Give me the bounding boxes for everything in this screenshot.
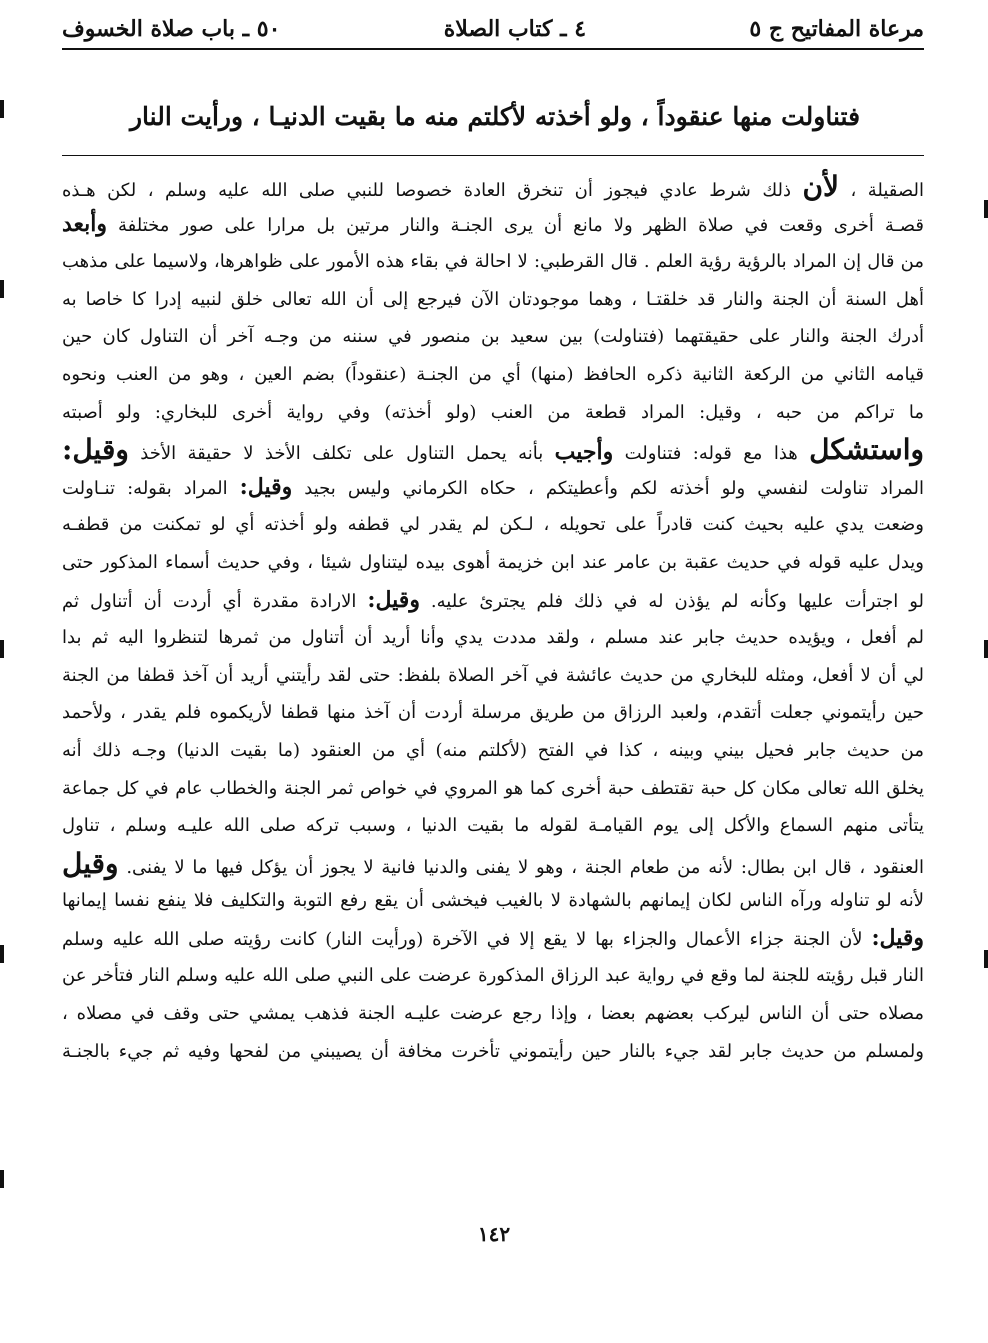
commentary-text: المراد بقوله: تنـاولت — [62, 477, 240, 499]
binder-mark — [984, 950, 988, 968]
commentary-text: ولمسلم من حديث جابر لقد جيء بالنار حين رأيتموني تأخرت مخافة أن يصيبني من لفحها وفيه ثم جيء بالجنـة — [62, 1040, 924, 1062]
commentary-line — [62, 845, 924, 883]
header-book-title: ٤ ـ كتاب الصلاة — [443, 16, 587, 42]
commentary-text: لم أفعل ، ويؤيده حديث جابر عند مسلم ، ولقد مددت يدي وأنا أريد أن أتناول من ثمرها لتنظروا اليه ثم بدا — [62, 627, 924, 649]
commentary-text: من قال إن المراد بالرؤية رؤية العلم . قال القرطبي: لا احالة في بقاء هذه الأمور على ظواهرها، ولاسيما على مذهب — [62, 251, 924, 273]
commentary-text: النار قبل رؤيته للجنة لما وقع في رواية عبد الرزاق المذكورة عرضت على النبي صلى الله عليه وسلم النار فتأخر عن — [62, 965, 924, 987]
commentary-text: لي أن لا أفعل، ومثله للبخاري من حديث عائشة في آخر الصلاة بلفظ: حتى لقد رأيتني أريد أن آخذ قطفا من الجنة — [62, 664, 924, 686]
commentary-text: يتأتى منهم السماع والأكل إلى يوم القيامـة لقوله ما بقيت الدنيا ، وسبب تركه صلى الله عليـه وسلم ، تناول — [62, 815, 924, 837]
commentary-body — [62, 168, 924, 1070]
commentary-line — [62, 394, 924, 432]
commentary-keyword: وقيل — [62, 846, 119, 880]
binder-mark — [0, 640, 4, 658]
commentary-text: هذا مع قوله: فتناولت — [613, 443, 810, 465]
commentary-text: أهل السنة أن الجنة والنار قد خلقتـا ، وهما موجودتان الآن فيرجع إلى أن الله تعالى خلق لنبيه إدرا كا خاصا به — [62, 288, 924, 310]
commentary-text: ما تراكم من حبه ، وقيل: المراد قطعة من العنب (ولو أخذته) وفي رواية أخرى للبخاري: ولو أصبته — [62, 401, 924, 423]
commentary-line — [62, 469, 924, 507]
commentary-keyword: وأجيب — [554, 439, 614, 466]
binder-mark — [984, 640, 988, 658]
page-number: ١٤٢ — [477, 1222, 511, 1246]
commentary-text: الصقيلة ، — [839, 180, 924, 201]
commentary-line — [62, 882, 924, 920]
binder-mark — [0, 945, 4, 963]
commentary-line — [62, 619, 924, 657]
commentary-line — [62, 318, 924, 356]
header-chapter-title: ٥٠ ـ باب صلاة الخسوف — [62, 16, 281, 42]
commentary-line — [62, 206, 924, 244]
commentary-text: حين رأيتموني جعلت أتقدم، ولعبد الرزاق من طريق مرسلة أردت أن آخذ منها قطفا لأريكموه فلم يقدر ، ولأحمد — [62, 702, 924, 724]
commentary-line — [62, 732, 924, 770]
commentary-keyword: وقيل: — [871, 924, 924, 951]
commentary-line — [62, 995, 924, 1033]
commentary-line — [62, 957, 924, 995]
commentary-line — [62, 920, 924, 958]
commentary-text: أدرك الجنة والنار على حقيقتهما (فتناولت) بين سعيد بن منصور في سننه من وجـه آخر أن التناول كان حين — [62, 326, 924, 348]
commentary-text: لأن الجنة جزاء الأعمال والجزاء بها لا يقع إلا في الآخرة (ورأيت النار) كانت رؤيته صلى الله عليه وسلم — [62, 928, 872, 950]
commentary-text: الارادة مقدرة أي أردت أن أتناول ثم — [62, 590, 368, 612]
commentary-text: ذلك شرط عادي فيجوز أن تنخرق العادة خصوصا للنبي صلى الله عليه وسلم ، لكن هـذه — [62, 180, 803, 201]
commentary-line — [62, 657, 924, 695]
commentary-line — [62, 770, 924, 808]
commentary-line — [62, 356, 924, 394]
commentary-text: لو اجترأت عليها وكأنه لم يؤذن له في ذلك فلم يجترئ عليه. — [419, 590, 924, 612]
commentary-line — [62, 168, 924, 206]
header-divider — [62, 48, 924, 50]
commentary-keyword: وقيل: — [62, 433, 129, 467]
commentary-line — [62, 243, 924, 281]
header-volume-title: مرعاة المفاتيح ج ٥ — [749, 16, 924, 42]
commentary-keyword: وقيل: — [367, 586, 420, 613]
commentary-text: وضعت يدي عليه بحيث كنت قادراً على تحويله ، لـكن لم يقدر لي قطفه ولو أخذته أي لو تمكنت من قطفـه — [62, 514, 924, 536]
commentary-text: قصـة أخرى وقعت في صلاة الظهر ولا مانع أن يرى الجنـة والنار مرتين بل مرارا على صور مختلفة — [107, 214, 924, 236]
commentary-line — [62, 431, 924, 469]
commentary-line — [62, 1033, 924, 1071]
commentary-line — [62, 807, 924, 845]
commentary-line — [62, 582, 924, 620]
commentary-text: المراد تناولت لنفسي ولو أخذته لكم وأعطيتكم ، حكاه الكرماني وليس بجيد — [292, 477, 924, 499]
commentary-text: بأنه يحمل التناول على تكلف الأخذ لا حقيقة الأخذ — [128, 443, 555, 465]
commentary-keyword: لأن — [802, 170, 840, 203]
matn-divider — [62, 155, 924, 156]
commentary-text: العنقود ، قال ابن بطال: لأنه من طعام الجنة ، وهو لا يفنى والدنيا فانية لا يجوز أن يؤكل فيها ما لا يفنى. — [118, 856, 924, 878]
binder-mark — [0, 1170, 4, 1188]
commentary-text: يخلق الله تعالى مكان كل حبة تقتطف حبة أخرى كما هو المروي في خواص ثمر الجنة والخطاب عام في كل جماعة — [62, 777, 924, 799]
commentary-text: ويدل عليه قوله في حديث عقبة بن عامر عند ابن خزيمة أهوى بيده ليتناول شيئا ، وفي حديث أسماء المذكور حتى — [62, 551, 924, 573]
hadith-matn: فتناولت منها عنقوداً ، ولو أخذته لأكلتم منه ما بقيت الدنيـا ، ورأيت النار — [129, 102, 861, 131]
commentary-text: مصلاه حتى أن الناس ليركب بعضهم بعضا ، وإذا رجع عرضت عليـه الجنة فذهب يمشي حتى وقف في مصلاه ، — [62, 1003, 924, 1025]
commentary-keyword: واستشكل — [809, 433, 924, 467]
commentary-text: قيامه الثاني من الركعة الثانية ذكره الحافظ (منها) أي من الجنـة (عنقوداً) بضم العين ، وهو من العنب ونحوه — [62, 363, 924, 385]
commentary-line — [62, 544, 924, 582]
running-header — [62, 12, 924, 46]
commentary-line — [62, 506, 924, 544]
commentary-text: لأنه لو تناوله ورآه الناس لكان إيمانهم بالشهادة لا بالغيب فيخشى أن يقع رفع التوبة والتكليف فلا ينفع نفسا إيمانها — [62, 890, 924, 912]
commentary-keyword: وقيل: — [239, 473, 293, 500]
binder-mark — [0, 280, 4, 298]
commentary-text: من حديث جابر فحيل بيني وبينه ، كذا في الفتح (لأكلتم منه) أي من العنقود (ما بقيت الدنيا) وجـه ذلك أنه — [62, 739, 924, 761]
commentary-line — [62, 281, 924, 319]
binder-mark — [984, 200, 988, 218]
commentary-line — [62, 694, 924, 732]
binder-mark — [0, 100, 4, 118]
commentary-keyword: وأبعد — [62, 210, 108, 237]
